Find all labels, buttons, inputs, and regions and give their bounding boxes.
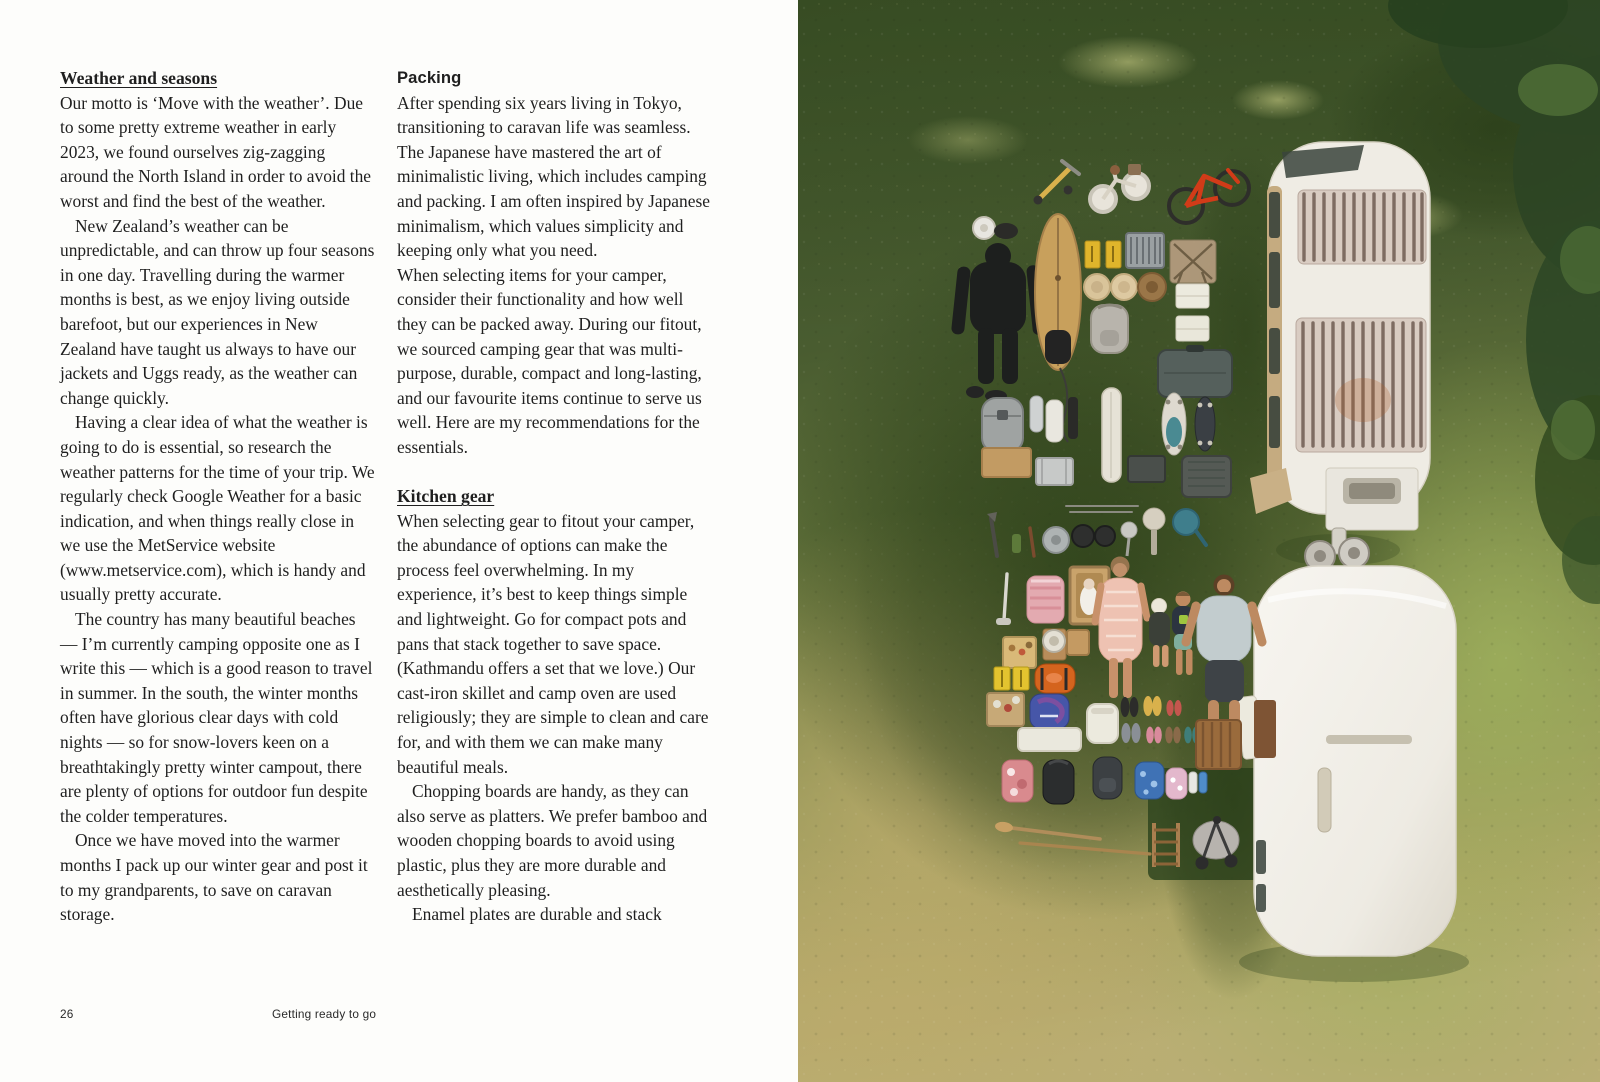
white-tray [1018,728,1081,751]
dark-grey-backpack [1093,757,1122,799]
aerial-photo-illustration [798,0,1600,1082]
rear-step [1326,468,1418,530]
section-heading-weather: Weather and seasons [60,68,218,88]
text-column-2 [397,66,716,927]
surf-skateboard [1162,393,1186,455]
paragraph: After spending six years living in Tokyo, transitioning to caravan life was seamless. The Japanese have mastered the art of minimalistic living, which includes camping and packing. I am often inspired by Japanese minimalism, which values simplicity and keeping only what you need. [397,92,710,261]
pantry-box [987,693,1024,726]
orange-duffel-bag [1035,664,1075,693]
paragraph: Once we have moved into the warmer months I pack up our winter gear and post it to my grandparents, to save on caravan storage. [60,830,368,925]
metal-case [1036,458,1073,485]
paragraph: Enamel plates are durable and stack [412,904,662,925]
pink-kids-backpack [1166,768,1187,799]
grey-backpack [1091,305,1128,353]
doorway [1254,700,1276,758]
snack-crate [1003,637,1036,668]
roof-rack-rear [1296,318,1426,452]
paragraph: When selecting gear to fitout your camper, the abundance of options can make the process feel overwhelming. In my experience, it’s best to keep things simple and lightweight. Go for compact pots and pans that stack together to save space. (Kathmandu offers a set that we love.) Our cast-iron skillet and camp oven are used religiously; they are simple to clean and care for, and with them we can make many beautiful meals. [397,510,709,777]
paragraph: New Zealand’s weather can be unpredictable, and can throw up four seasons in one day. Travelling during the warmer months is best, as we enjoy living outside barefoot, but our experiences in New Zealand have taught us always to have our jackets and Uggs ready, as the weather can change quickly. [60,215,375,408]
running-footer: Getting ready to go [272,1007,377,1021]
chopping-board [982,448,1031,477]
section-heading-kitchen-gear: Kitchen gear [397,486,495,507]
paragraph: Chopping boards are handy, as they can also serve as platters. We prefer bamboo and wooden chopping boards to avoid using plastic, plus they are more durable and aesthetically pleasing. [397,781,708,900]
pink-towel-stack [1027,576,1064,623]
folding-grill-table [1126,233,1164,268]
wooden-stool [1196,720,1241,769]
wooden-tray [1067,630,1089,655]
paragraph: Having a clear idea of what the weather is going to do is essential, so research the weather patterns for the time of your trip. We regularly check Google Weather for a basic indication, and when things really close in we use the MetService website (www.metservice.com), which is handy and usually pretty accurate. [60,412,375,605]
paragraph: The country has many beautiful beaches — I’m currently camping opposite one as I write this — which is a good reason to travel in summer. In the south, the winter months often have glorious clear days with cold nights — so for snow-lovers keen on a breathtakingly pretty winter campout, there are plenty of options for outdoor fun despite the colder temperatures. [60,609,373,826]
camp-oven-box [1128,456,1165,482]
sleeping-bag [1030,694,1069,729]
awning-bag [1102,388,1121,482]
section-heading-packing: Packing [397,68,462,87]
sun-hats [1084,273,1166,301]
black-backpack [1043,760,1074,804]
rope-spool-box [1043,629,1066,660]
blue-drawstring-bag [1135,762,1164,799]
skateboard [1195,397,1215,451]
storage-box [1182,456,1231,497]
cooler-box [982,398,1023,452]
page-number: 26 [60,1007,74,1021]
roof-rack-front [1298,190,1426,264]
text-column-1 [60,66,376,927]
solar-panel-case [1158,345,1232,397]
white-bin [1087,704,1118,743]
camp-chair [1170,240,1216,283]
pink-beach-bag [1002,760,1033,802]
paragraph: Our motto is ‘Move with the weather’. Due to some pretty extreme weather in early 2023, we found ourselves zig-zagging around the North Island in order to avoid the worst and find the best of the weather. [60,92,372,211]
paragraph: When selecting items for your camper, consider their functionality and how well they can be packed away. During our fitout, we sourced camping gear that was multi-purpose, durable, compact and long-lasting, and our favourite items continue to serve us well. Here are my recommendations for the essentials. [397,264,702,457]
aerial-photo [798,0,1600,1082]
section-gap [397,460,716,485]
